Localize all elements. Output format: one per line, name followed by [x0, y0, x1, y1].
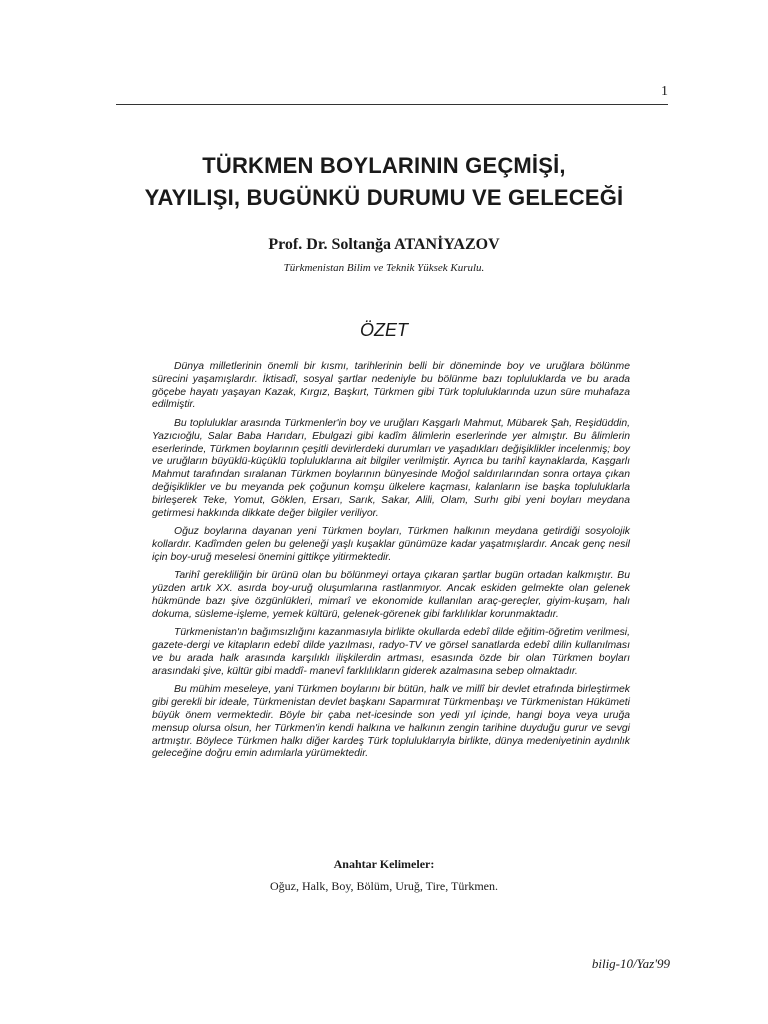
abstract-paragraph: Türkmenistan'ın bağımsızlığını kazanmasıyla birlikte okullarda edebî dilde eğitim-öğretim verilmesi, gazete-dergi ve kitapların edebî dilde yazılması, radyo-TV ve görsel sanatlarda edebî dilin kullanılması ve bu arada halk arasında karşılıklı ilişkilerdin artması, esasında özde bir olan Türkmen boyları arasındaki şive, kültür gibi maddî- manevî farklılıkların giderek azalmasına sebep olmaktadır.: [152, 627, 630, 677]
abstract-heading: ÖZET: [360, 320, 408, 340]
author-name: Prof. Dr. Soltanğa ATANİYAZOV: [268, 236, 500, 253]
author-affiliation: Türkmenistan Bilim ve Teknik Yüksek Kurulu.: [283, 262, 485, 274]
abstract-body: [152, 361, 630, 767]
abstract-paragraph: Bu topluluklar arasında Türkmenler'in boy ve uruğları Kaşgarlı Mahmut, Mübarek Şah, Reşidüddin, Yazıcıoğlu, Salar Baba Harıdarı, Ebulgazi gibi kadîm âlimlerin eserlerinde yer almıştır. Bu âlimlerin eserlerinde, Türkmen boylarının çeşitli devirlerdeki durumları ve yaşadıkları değişiklikler incelenmiş; boy ve uruğların büyüklü-küçüklü topluluklarına ait bilgiler verilmiştir. Ayrıca bu tarihî kaynaklarda, Kaşgarlı Mahmut tarafından sıralanan Türkmen boylarının bünyesinde Moğol saldırılarından sonra ortaya çıkan değişiklikler ve bu meyanda pek çoğunun komşu ülkelere kaçması, kalanların ise başka topluluklarla birleşerek Teke, Yomut, Göklen, Ersarı, Sarık, Sakar, Alili, Olam, Surhı gibi yeni boyları meydana getirmesi hakkında dikkate değer bilgiler veriliyor.: [152, 417, 630, 519]
paper-title: [100, 150, 668, 214]
keywords-heading: Anahtar Kelimeler:: [333, 857, 435, 871]
title-line-1: TÜRKMEN BOYLARININ GEÇMİŞİ,: [202, 153, 566, 178]
abstract-paragraph: Oğuz boylarına dayanan yeni Türkmen boyları, Türkmen halkının meydana getirdiği sosyolojik kollardır. Kadîmden gelen bu geleneği yaşlı kuşaklar günümüze kadar yaşatmışlardır. Ancak genç nesil için boy-uruğ meselesi önemini gittikçe yitirmektedir.: [152, 526, 630, 563]
title-line-2: YAYILIŞI, BUGÜNKÜ DURUMU VE GELECEĞİ: [144, 185, 624, 210]
page-number: 1: [661, 84, 668, 99]
keywords-list: Oğuz, Halk, Boy, Bölüm, Uruğ, Tire, Türkmen.: [270, 879, 498, 893]
abstract-paragraph: Bu mühim meseleye, yani Türkmen boylarını bir bütün, halk ve millî bir devlet etrafında birleştirmek gibi gerekli bir ideale, Türkmenistan devlet başkanı Saparmırat Türkmenbaşı ve Türkmenistan Hükümeti büyük önem vermektedir. Böyle bir çaba net-icesinde son yedi yıl içinde, hangi boya veya uruğa mensup olursa olsun, her Türkmen'in kendi halkına ve halkının zengin tarihine duyduğu gurur ve sevgi artmıştır. Böylece Türkmen halkı diğer kardeş Türk topluluklarıyla birlikte, dünya medeniyetinin aydınlık geleceğine doğru emin adımlarla yürümektedir.: [152, 684, 630, 760]
header-rule: [116, 104, 668, 105]
journal-footer: bilig-10/Yaz'99: [591, 956, 670, 971]
abstract-paragraph: Tarihî gerekliliğin bir ürünü olan bu bölünmeyi ortaya çıkaran şartlar bugün ortadan kalkmıştır. Bu yüzden artık XX. asırda boy-uruğ oluşumlarına rastlanmıyor. Ancak eskiden gelmekte olan gelenek hükmünde bazı şive özgünlükleri, mimarî ve ekonomide kullanılan araç-gereçler, giyim-kuşam, halı dokuma, süsleme-işleme, yemek kültürü, gelenek-görenek gibi farklılıklar korunmaktadır.: [152, 570, 630, 620]
abstract-paragraph: Dünya milletlerinin önemli bir kısmı, tarihlerinin belli bir döneminde boy ve uruğlara bölünme sürecini yaşamışlardır. İktisadî, sosyal şartlar nedeniyle bu bölünme bazı topluluklarda ve bu arada göçebe hayatı yaşayan Kazak, Kırgız, Başkırt, Türkmen gibi Türk topluluklarında uzun süre muhafaza edilmiştir.: [152, 361, 630, 411]
